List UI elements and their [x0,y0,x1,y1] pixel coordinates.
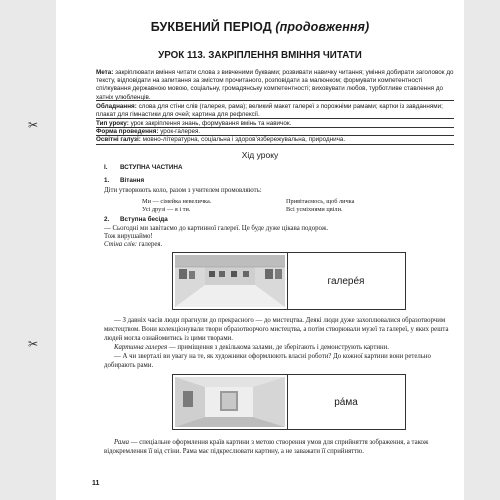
poem-line: Усі друзі — я і ти. [142,206,191,213]
paragraph-frames-question: — А чи зверталі ви увагу на те, як художники оформлюють власні роботи? До кожної картини вони ретельно добирають рами. [104,353,431,369]
intro-talk-line: — Сьогодні ми завітаємо до картинної галереї. Це буде дуже цікава подорож. [104,225,329,232]
word-card-frame [172,374,406,430]
frame-photo-illustration [175,377,285,427]
greeting-intro: Діти утворюють коло, разом з учителем промовляють: [104,187,262,194]
meta-type-text: урок закріплення знань, формування вмінь та навичок. [130,120,292,127]
divider-line [96,100,454,101]
paragraph-gallery-definition [104,343,456,352]
meta-areas-text: мовно-літературна, соціальна і здоров’язбережувальна, природнича. [142,136,346,143]
divider-line [96,135,454,136]
gallery-photo-illustration [175,255,285,307]
meta-goal-text: закріплювати вміння читати слова з вивченими буквами; розвивати навичку читання; уміння добирати заголовок до тексту, відповідати на запитання за змістом прочитаного, розповідати за малюнком; формувати компетентності спілкування державною мовою, соціальну, громадянську компетентності; виховувати любов, турботливе ставлення до хатніх улюбленців. [96,69,454,101]
paragraph-frame-definition [104,438,456,456]
frame-photo [175,377,285,427]
intro-talk-line: Тож вирушаймо! [104,233,153,240]
word-wall-label: Стіна слів: [104,241,137,248]
paragraph-art-history: — З давніх часів люди прагнули до прекрасного — до мистецтва. Деякі люди дуже захоплювалися образотворчим мистецтвом. Вони колекціонували твори образотворчого мистецтва, а потім створювали музеї та галереї, у яких решта людей могла ознайомитись із цими творами. [104,317,449,342]
meta-goal-label: Мета: [96,69,114,76]
scissors-icon: ✂ [28,118,39,132]
meta-areas [96,136,456,144]
gallery-term: Картинна галерея [114,344,168,351]
page-title: БУКВЕНИЙ ПЕРІОД (продовження) [150,20,370,34]
gallery-definition: — приміщення з декількома залами, де зберігають і демонструють картини. [167,344,389,351]
section-title: ВСТУПНА ЧАСТИНА [120,164,183,171]
card-word: галерéя [327,275,365,287]
meta-equipment [96,103,456,119]
meta-form-label: Форма проведення: [96,128,159,135]
divider-line [96,118,454,119]
meta-equipment-text: слова для стіни слів (галерея, рама); великий макет галереї з порожніми рамами; картки із завданнями; плакат для гімнастики для очей; картина для рефлексії. [96,103,443,119]
meta-goal [96,69,456,102]
word-card-gallery [172,252,406,310]
title-suffix: (продовження) [275,20,370,34]
page-number: 11 [92,480,100,487]
card-word: рáма [334,396,358,408]
gallery-photo [175,255,285,307]
page [56,0,464,500]
lesson-flow-title: Хід уроку [241,150,279,160]
poem-line: Привітаємось, щоб личка [286,198,355,205]
meta-type-label: Тип уроку: [96,120,129,127]
section-number: І. [104,164,108,171]
scissors-icon: ✂ [28,337,39,351]
subsection-title: Вітання [120,177,145,184]
poem-line: Ми — сімейка невеличка. [142,198,212,205]
word-wall-word: галерея. [138,241,163,248]
subsection-title: Вступна бесіда [120,216,168,223]
divider-line [96,127,454,128]
frame-definition: — спеціальне оформлення країв картини з метою створення умов для сприйняття зображення, а також відокремлення її від стіни. Рама має підкреслювати картину, а не заважати її сприйняттю. [104,439,429,455]
divider-line [96,144,454,145]
frame-term: Рама [114,439,130,446]
meta-form-text: урок-галерея. [160,128,201,135]
poem-line: Всі усміхнями цвіли. [286,206,343,213]
subsection-number: 2. [104,216,110,223]
subsection-number: 1. [104,177,110,184]
meta-areas-label: Освітні галузі: [96,136,141,143]
meta-equipment-label: Обладнання: [96,103,137,110]
word-wall-line [104,240,162,249]
lesson-title: УРОК 113. ЗАКРІПЛЕННЯ ВМІННЯ ЧИТАТИ [158,50,362,61]
